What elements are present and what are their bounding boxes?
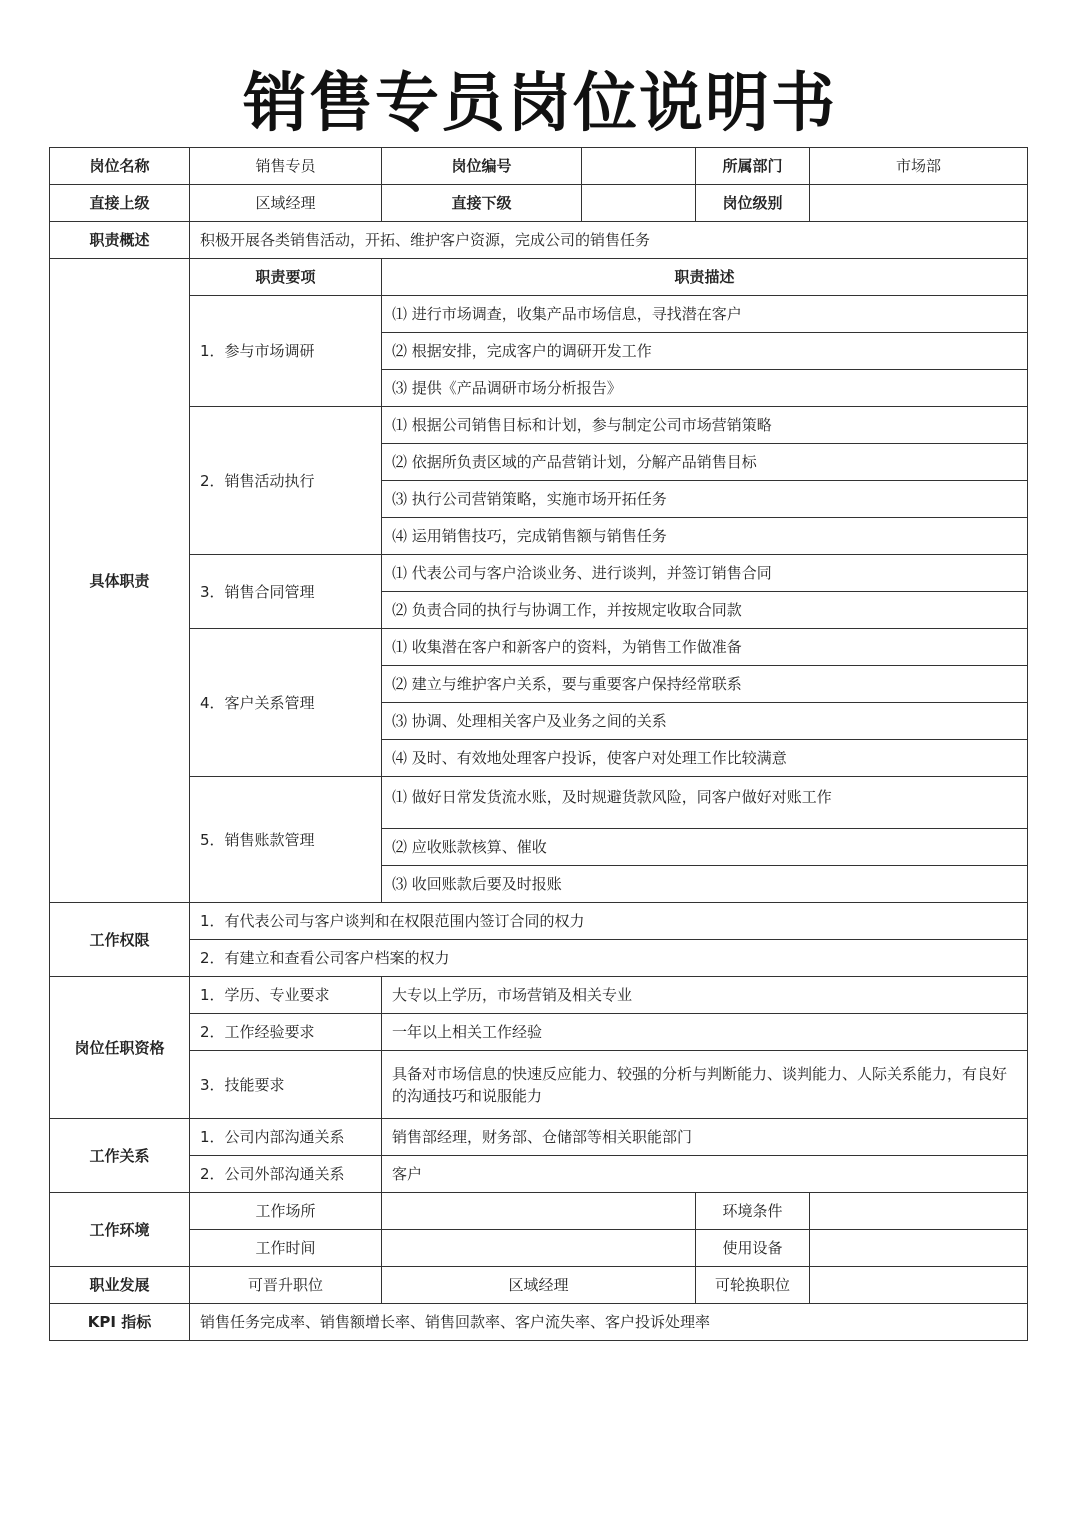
duty-desc: ⑴ 代表公司与客户洽谈业务、进行谈判，并签订销售合同 xyxy=(382,555,1028,592)
authority-row xyxy=(50,940,1028,977)
duty-desc: ⑵ 应收账款核算、催收 xyxy=(382,829,1028,866)
duty-row xyxy=(50,777,1028,829)
environment-row xyxy=(50,1193,1028,1230)
department-label: 所属部门 xyxy=(696,148,810,185)
qualification-row xyxy=(50,1051,1028,1119)
duty-row xyxy=(50,296,1028,333)
career-label: 职业发展 xyxy=(50,1267,190,1304)
qualification-row xyxy=(50,1014,1028,1051)
position-name-label: 岗位名称 xyxy=(50,148,190,185)
environment-row xyxy=(50,1230,1028,1267)
promote-value: 区域经理 xyxy=(382,1267,696,1304)
qualification-name: 3．技能要求 xyxy=(190,1051,382,1119)
duty-desc: ⑴ 做好日常发货流水账，及时规避货款风险，同客户做好对账工作 xyxy=(382,777,1028,829)
department-value: 市场部 xyxy=(810,148,1028,185)
career-row xyxy=(50,1267,1028,1304)
relation-row xyxy=(50,1119,1028,1156)
authority-item: 1．有代表公司与客户谈判和在权限范围内签订合同的权力 xyxy=(190,903,1028,940)
condition-value xyxy=(810,1193,1028,1230)
duty-desc: ⑶ 收回账款后要及时报账 xyxy=(382,866,1028,903)
duty-desc: ⑶ 协调、处理相关客户及业务之间的关系 xyxy=(382,703,1028,740)
duty-desc: ⑵ 负责合同的执行与协调工作，并按规定收取合同款 xyxy=(382,592,1028,629)
kpi-row xyxy=(50,1304,1028,1341)
rotate-label: 可轮换职位 xyxy=(696,1267,810,1304)
work-place-label: 工作场所 xyxy=(190,1193,382,1230)
qualification-row xyxy=(50,977,1028,1014)
position-name-value: 销售专员 xyxy=(190,148,382,185)
subordinate-label: 直接下级 xyxy=(382,185,582,222)
summary-label: 职责概述 xyxy=(50,222,190,259)
authority-label: 工作权限 xyxy=(50,903,190,977)
qualification-value: 大专以上学历，市场营销及相关专业 xyxy=(382,977,1028,1014)
job-description-table xyxy=(49,147,1028,1341)
kpi-text: 销售任务完成率、销售额增长率、销售回款率、客户流失率、客户投诉处理率 xyxy=(190,1304,1028,1341)
qualification-name: 2．工作经验要求 xyxy=(190,1014,382,1051)
authority-row xyxy=(50,903,1028,940)
page-title: 销售专员岗位说明书 xyxy=(243,67,837,141)
subordinate-value xyxy=(582,185,696,222)
superior-label: 直接上级 xyxy=(50,185,190,222)
work-place-value xyxy=(382,1193,696,1230)
equipment-value xyxy=(810,1230,1028,1267)
summary-row xyxy=(50,222,1028,259)
header-row-1 xyxy=(50,148,1028,185)
duty-item: 2．销售活动执行 xyxy=(190,407,382,555)
qualification-value: 具备对市场信息的快速反应能力、较强的分析与判断能力、谈判能力、人际关系能力，有良好的沟通技巧和说服能力 xyxy=(382,1051,1028,1119)
duty-row xyxy=(50,407,1028,444)
level-value xyxy=(810,185,1028,222)
duties-header-row xyxy=(50,259,1028,296)
duty-desc: ⑷ 及时、有效地处理客户投诉，使客户对处理工作比较满意 xyxy=(382,740,1028,777)
authority-item: 2．有建立和查看公司客户档案的权力 xyxy=(190,940,1028,977)
duty-item: 4．客户关系管理 xyxy=(190,629,382,777)
relation-name: 1．公司内部沟通关系 xyxy=(190,1119,382,1156)
duty-item: 1．参与市场调研 xyxy=(190,296,382,407)
relation-value: 客户 xyxy=(382,1156,1028,1193)
duty-row xyxy=(50,555,1028,592)
duty-desc: ⑴ 进行市场调查，收集产品市场信息，寻找潜在客户 xyxy=(382,296,1028,333)
rotate-value xyxy=(810,1267,1028,1304)
relation-row xyxy=(50,1156,1028,1193)
duty-desc: ⑴ 根据公司销售目标和计划，参与制定公司市场营销策略 xyxy=(382,407,1028,444)
condition-label: 环境条件 xyxy=(696,1193,810,1230)
qualification-name: 1．学历、专业要求 xyxy=(190,977,382,1014)
level-label: 岗位级别 xyxy=(696,185,810,222)
duty-desc: ⑴ 收集潜在客户和新客户的资料，为销售工作做准备 xyxy=(382,629,1028,666)
duty-row xyxy=(50,629,1028,666)
qualification-label: 岗位任职资格 xyxy=(50,977,190,1119)
duty-desc: ⑷ 运用销售技巧，完成销售额与销售任务 xyxy=(382,518,1028,555)
header-row-2 xyxy=(50,185,1028,222)
superior-value: 区域经理 xyxy=(190,185,382,222)
promote-label: 可晋升职位 xyxy=(190,1267,382,1304)
environment-label: 工作环境 xyxy=(50,1193,190,1267)
qualification-value: 一年以上相关工作经验 xyxy=(382,1014,1028,1051)
duty-desc: ⑶ 执行公司营销策略，实施市场开拓任务 xyxy=(382,481,1028,518)
relation-name: 2．公司外部沟通关系 xyxy=(190,1156,382,1193)
summary-text: 积极开展各类销售活动，开拓、维护客户资源，完成公司的销售任务 xyxy=(190,222,1028,259)
relation-value: 销售部经理，财务部、仓储部等相关职能部门 xyxy=(382,1119,1028,1156)
duty-desc: ⑶ 提供《产品调研市场分析报告》 xyxy=(382,370,1028,407)
kpi-label: KPI 指标 xyxy=(50,1304,190,1341)
relations-label: 工作关系 xyxy=(50,1119,190,1193)
duty-desc: ⑵ 根据安排，完成客户的调研开发工作 xyxy=(382,333,1028,370)
work-time-value xyxy=(382,1230,696,1267)
duty-desc: ⑵ 建立与维护客户关系，要与重要客户保持经常联系 xyxy=(382,666,1028,703)
duties-label: 具体职责 xyxy=(50,259,190,903)
equipment-label: 使用设备 xyxy=(696,1230,810,1267)
work-time-label: 工作时间 xyxy=(190,1230,382,1267)
duty-item: 5．销售账款管理 xyxy=(190,777,382,903)
duty-item: 3．销售合同管理 xyxy=(190,555,382,629)
position-no-value xyxy=(582,148,696,185)
duties-col-item: 职责要项 xyxy=(190,259,382,296)
duties-col-desc: 职责描述 xyxy=(382,259,1028,296)
position-no-label: 岗位编号 xyxy=(382,148,582,185)
duty-desc: ⑵ 依据所负责区域的产品营销计划，分解产品销售目标 xyxy=(382,444,1028,481)
